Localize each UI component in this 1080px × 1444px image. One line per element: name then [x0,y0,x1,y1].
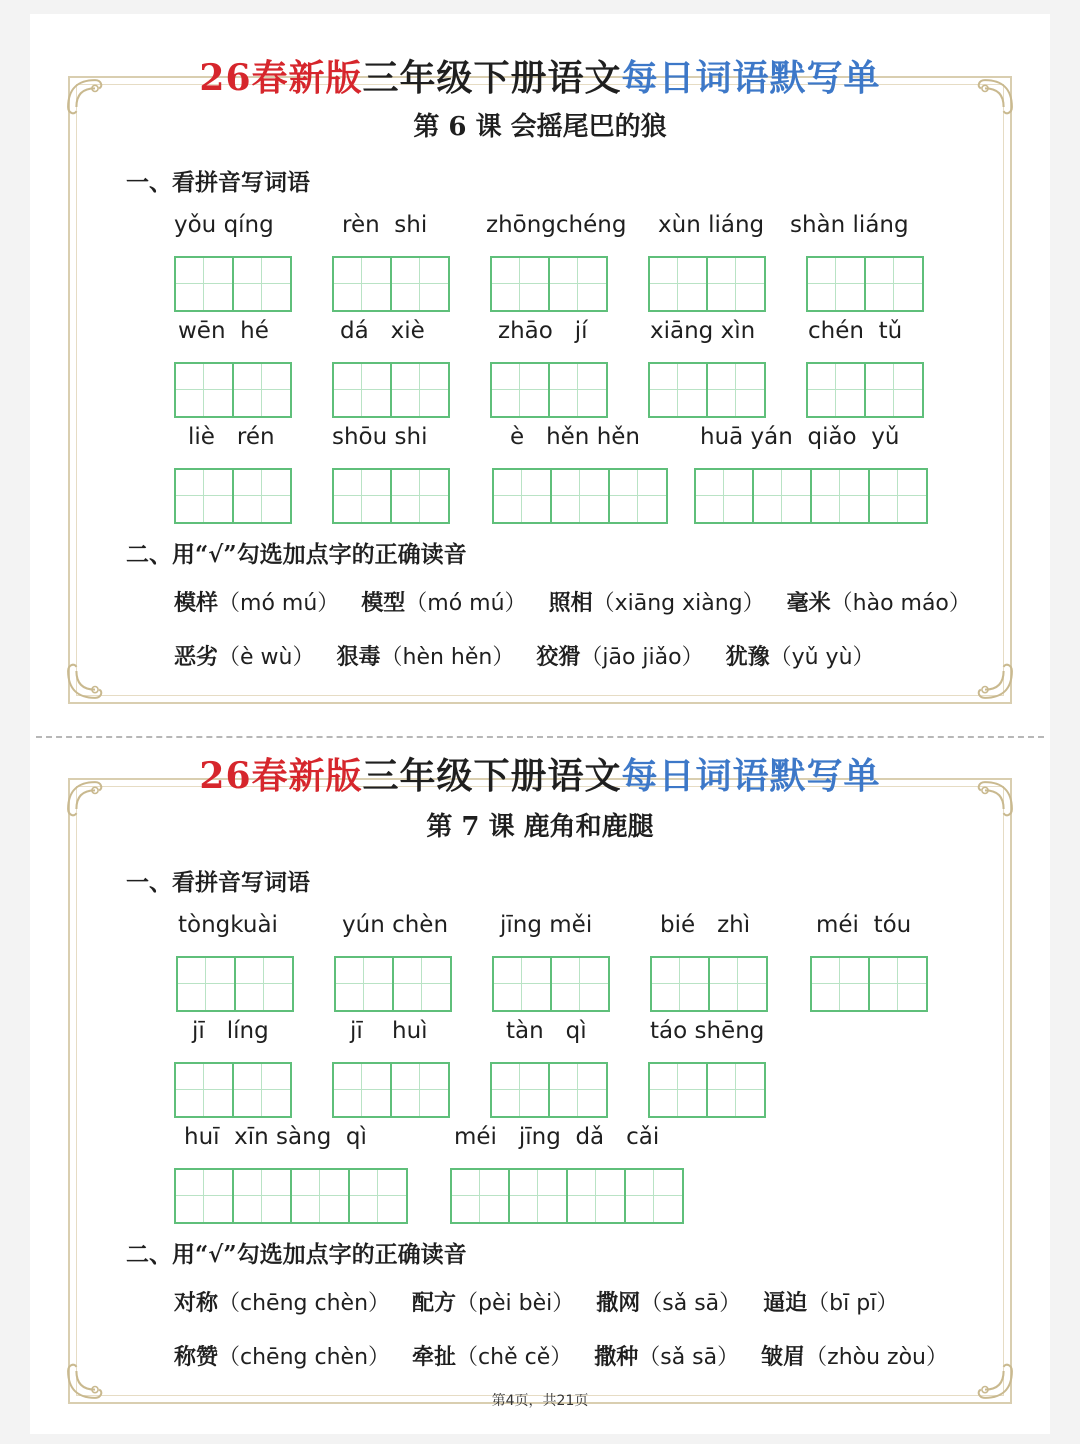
pinyin: è hěn hěn [510,424,641,450]
pinyin: jīng měi [500,912,593,938]
lesson-7-sheet [30,14,1050,1434]
pinyin: xùn liáng [658,212,765,238]
question-item[interactable]: 犹豫（yǔ yù） [725,644,875,670]
pinyin: jī huì [350,1018,428,1044]
question-item[interactable]: 对称（chēng chèn） [174,1290,391,1316]
title-edition: 26春新版 [199,57,363,99]
pinyin: tòngkuài [178,912,278,938]
section-pinyin-heading: 一、看拼音写词语 [126,169,310,196]
question-item[interactable]: 狡猾（jāo jiǎo） [536,644,704,670]
writing-boxes[interactable] [648,1062,766,1118]
pinyin: xiāng xìn [650,318,756,344]
question-item[interactable]: 照相（xiāng xiàng） [548,590,765,616]
title-grade: 三年级下册语文 [362,57,622,99]
question-item[interactable]: 称赞（chēng chèn） [174,1344,391,1370]
section-reading-heading: 二、用“√”勾选加点字的正确读音 [126,1241,467,1268]
lesson-title: 第 7 课 鹿角和鹿腿 [426,812,654,842]
writing-boxes[interactable] [332,1062,450,1118]
question-row [174,1340,970,1371]
pinyin: jī líng [192,1018,269,1044]
writing-boxes[interactable] [174,1168,408,1224]
pinyin: yún chèn [342,912,449,938]
pinyin: méi jīng dǎ cǎi [454,1124,660,1150]
question-item[interactable]: 狠毒（hèn hěn） [336,644,515,670]
pinyin: huī xīn sàng qì [184,1124,367,1150]
pinyin: chén tǔ [808,318,903,344]
pinyin: shōu shi [332,424,428,450]
writing-boxes[interactable] [490,1062,608,1118]
pinyin: dá xiè [340,318,425,344]
question-item[interactable]: 逼迫（bī pī） [763,1290,899,1316]
pinyin: bié zhì [660,912,751,938]
writing-boxes[interactable] [176,956,294,1012]
question-item[interactable]: 恶劣（è wù） [174,644,315,670]
pinyin: liè rén [188,424,275,450]
title-grade: 三年级下册语文 [362,755,622,797]
title-type: 每日词语默写单 [621,755,881,797]
pinyin: wēn hé [178,318,269,344]
pinyin: shàn liáng [790,212,909,238]
pinyin: huā yán qiǎo yǔ [700,424,900,450]
writing-boxes[interactable] [334,956,452,1012]
question-item[interactable]: 配方（pèi bèi） [412,1290,575,1316]
writing-boxes[interactable] [492,956,610,1012]
pinyin: méi tóu [816,912,912,938]
pinyin: yǒu qíng [174,212,274,238]
question-item[interactable]: 皱眉（zhòu zòu） [761,1344,948,1370]
pinyin: táo shēng [650,1018,765,1044]
lesson-title: 第 6 课 会摇尾巴的狼 [413,112,667,142]
pinyin: tàn qì [506,1018,587,1044]
question-item[interactable]: 牵扯（chě cě） [412,1344,573,1370]
question-item[interactable]: 毫米（hào máo） [786,590,971,616]
worksheet-page [30,14,1050,1434]
writing-boxes[interactable] [174,1062,292,1118]
section-reading-heading: 二、用“√”勾选加点字的正确读音 [126,541,467,568]
title-type: 每日词语默写单 [621,57,881,99]
worksheet-title [30,748,1050,799]
writing-boxes[interactable] [650,956,768,1012]
section-pinyin-heading: 一、看拼音写词语 [126,869,310,896]
pinyin: zhāo jí [498,318,588,344]
title-edition: 26春新版 [199,755,363,797]
pinyin: rèn shi [342,212,428,238]
question-row [174,1286,920,1317]
pinyin: zhōngchéng [486,212,627,238]
question-item[interactable]: 撒网（sǎ sā） [596,1290,742,1316]
question-item[interactable]: 撒种（sǎ sā） [594,1344,740,1370]
question-item[interactable]: 模型（mó mú） [361,590,527,616]
question-item[interactable]: 模样（mó mú） [174,590,340,616]
writing-boxes[interactable] [450,1168,684,1224]
page-number: 第4页，共21页 [491,1393,589,1409]
writing-boxes[interactable] [810,956,928,1012]
